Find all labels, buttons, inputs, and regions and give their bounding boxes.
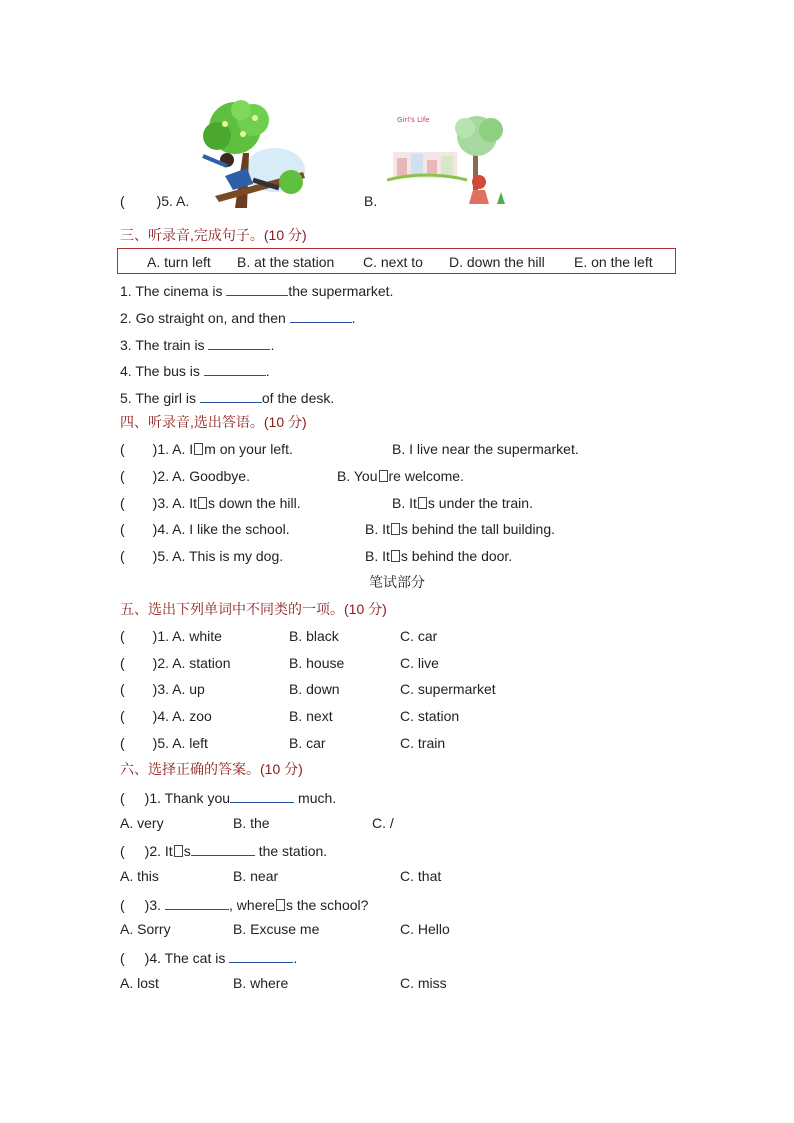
answer-blank[interactable] [230,786,294,803]
answer-blank[interactable] [229,946,293,963]
section4-item-4-b: B. It s behind the tall building. [365,521,556,537]
missing-glyph-icon [379,470,388,482]
section3-item-5: 5. The girl is of the desk. [120,386,334,406]
word-bank-option: B. at the station [237,254,335,270]
option-b: B. house [289,655,345,671]
missing-glyph-icon [391,550,400,562]
section5-item-2: ( )2. A. station [120,655,231,671]
option-c: C. miss [400,975,447,991]
section6-q1: ( )1. Thank you much. [120,786,336,806]
section4-heading: 四、听录音,选出答语。(10 分) [120,414,307,430]
answer-blank[interactable] [191,839,255,856]
girls-life-logo: Girl's Life [397,116,430,124]
answer-blank[interactable] [226,279,288,296]
section6-q4: ( )4. The cat is . [120,946,297,966]
missing-glyph-icon [194,443,203,455]
section3-item-1: 1. The cinema is the supermarket. [120,279,393,299]
section5-item-4: ( )4. A. zoo [120,708,212,724]
section3-heading: 三、听录音,完成句子。(10 分) [120,227,307,243]
section3-item-4: 4. The bus is . [120,359,270,379]
answer-blank[interactable] [200,386,262,403]
girl-under-tree-picture [387,108,511,210]
option-c: C. station [400,708,460,724]
answer-blank[interactable] [208,333,270,350]
missing-glyph-icon [174,845,183,857]
section3-item-3: 3. The train is . [120,333,274,353]
section5-item-5: ( )5. A. left [120,735,208,751]
paren-open: ( [120,193,125,209]
option-c: C. / [372,815,394,831]
question-5-pictures: ( )5. A. [120,193,190,209]
word-bank-option: E. on the left [574,254,653,270]
option-c: C. live [400,655,439,671]
option-c: C. supermarket [400,681,496,697]
option-b: B. Excuse me [233,921,320,937]
missing-glyph-icon [391,523,400,535]
word-bank-option: D. down the hill [449,254,545,270]
section4-item-3: ( )3. A. It s down the hill. [120,495,301,511]
section4-item-5: ( )5. A. This is my dog. [120,548,284,564]
word-bank-option: C. next to [363,254,423,270]
section4-item-2: ( )2. A. Goodbye. [120,468,250,484]
section6-q3: ( )3. , where s the school? [120,893,368,913]
section4-item-2-b: B. You re welcome. [337,468,464,484]
option-b: B. car [289,735,326,751]
option-c: C. train [400,735,446,751]
section4-item-3-b: B. It s under the train. [392,495,533,511]
section4-item-1-b: B. I live near the supermarket. [392,441,579,457]
section5-item-1: ( )1. A. white [120,628,222,644]
option-c: C. Hello [400,921,450,937]
missing-glyph-icon [418,497,427,509]
option-b: B. where [233,975,289,991]
option-b: B. the [233,815,270,831]
option-a: A. lost [120,975,159,991]
answer-blank[interactable] [204,359,266,376]
section6-heading: 六、选择正确的答案。(10 分) [120,761,303,777]
written-part-title: 笔试部分 [369,574,425,590]
boy-in-tree-picture [195,98,307,210]
section6-q2: ( )2. It s the station. [120,839,327,859]
missing-glyph-icon [198,497,207,509]
answer-blank[interactable] [290,306,352,323]
word-bank-box [117,248,676,274]
section4-item-1: ( )1. A. I m on your left. [120,441,293,457]
word-bank-option: A. turn left [147,254,211,270]
section4-item-4: ( )4. A. I like the school. [120,521,290,537]
option-b: B. next [289,708,333,724]
section5-item-3: ( )3. A. up [120,681,205,697]
missing-glyph-icon [276,899,285,911]
option-c: C. car [400,628,438,644]
option-a: A. very [120,815,164,831]
section3-item-2: 2. Go straight on, and then . [120,306,356,326]
option-a: A. Sorry [120,921,171,937]
option-c: C. that [400,868,442,884]
option-b: B. down [289,681,340,697]
answer-blank[interactable] [165,893,229,910]
option-a: A. this [120,868,159,884]
option-b-label: B. [364,193,378,209]
section5-heading: 五、选出下列单词中不同类的一项。(10 分) [120,601,387,617]
section4-item-5-b: B. It s behind the door. [365,548,513,564]
option-b: B. black [289,628,339,644]
option-b: B. near [233,868,279,884]
